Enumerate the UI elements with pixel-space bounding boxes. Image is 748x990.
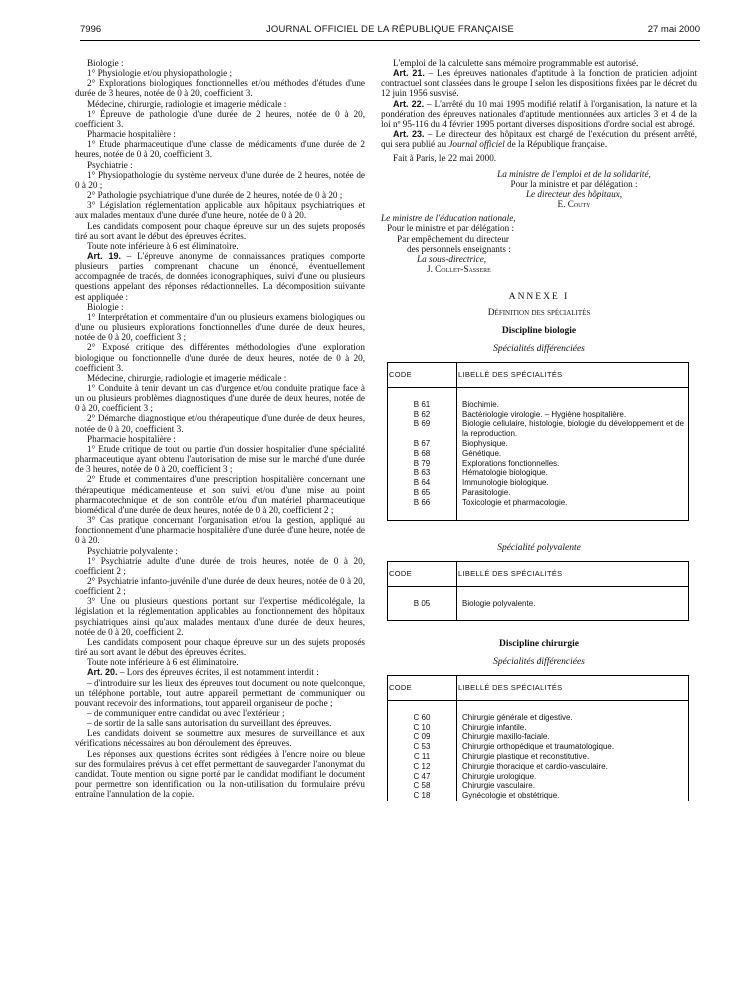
article-number: Art. 21. <box>393 68 425 79</box>
specialty-code: B 67 <box>388 439 457 449</box>
paragraph-text: – de communiquer entre candidat ou avec l'extérieur ; <box>87 708 285 718</box>
paragraph <box>75 312 365 342</box>
table-row <box>388 713 689 723</box>
specialty-code: B 69 <box>388 419 457 439</box>
paragraph-text: Biologie : <box>87 301 124 312</box>
table-spacer <box>388 586 457 599</box>
specialty-tables <box>381 326 697 801</box>
signature-minister: La ministre de l'emploi et de la solidarité, <box>497 168 651 179</box>
article-number: Art. 19. <box>87 250 121 261</box>
specialty-table <box>387 362 689 521</box>
specialty-code: B 66 <box>388 498 457 508</box>
paragraph <box>75 657 365 667</box>
specialty-label: Chirurgie plastique et reconstitutive. <box>457 752 689 762</box>
signature-minister: Le ministre de l'éducation nationale, <box>381 213 516 224</box>
signature-line: Par empêchement du directeur <box>397 233 509 244</box>
table-spacer <box>457 608 689 621</box>
table-row <box>388 742 689 752</box>
paragraph-text: Psychiatrie polyvalente : <box>87 545 178 556</box>
annex-title: ANNEXE I <box>508 292 570 303</box>
paragraph <box>75 190 365 200</box>
paragraph-text: 1° Interprétation et commentaire d'un ou plusieurs examens biologiques ou d'une ou plusieurs explorations fonctionnelles d'une durée de deux heures, notée de 0 à 20, coefficient 3 ; <box>75 311 365 343</box>
page-header <box>80 22 700 41</box>
specialty-label: Chirurgie maxillo-faciale. <box>457 732 689 742</box>
specialty-subtitle: Spécialité polyvalente <box>497 542 581 553</box>
table-row <box>388 599 689 609</box>
paragraph-text: 3° Législation réglementation applicable aux hôpitaux psychiatriques et aux malades mentaux d'une durée d'une heure, notée de 0 à 20. <box>75 200 365 221</box>
paragraph <box>75 718 365 728</box>
signature-role: La sous-directrice, <box>417 253 487 264</box>
table-spacer <box>457 586 689 599</box>
specialty-table <box>387 675 689 801</box>
article-number: Art. 20. <box>87 667 118 678</box>
paragraph <box>75 241 365 251</box>
paragraph <box>75 251 365 302</box>
table-spacer <box>457 508 689 521</box>
paragraph-text: Pharmacie hospitalière : <box>87 433 176 444</box>
paragraph <box>75 139 365 159</box>
paragraph-text: 2° Etude et commentaires d'une prescription hospitalière concernant une thérapeutique médicamenteuse et son suivi et/ou d'une mise au point pharmacotechnique et de son contrôle et/ou d'un matériel pharmaceutique biomédical d'une durée de deux heures, notée de 0 à 20, coefficient 2 ; <box>75 474 365 515</box>
specialty-label: Génétique. <box>457 449 689 459</box>
paragraph-text: 1° Physiologie et/ou physiopathologie ; <box>87 68 233 79</box>
table-row <box>388 772 689 782</box>
paragraph-text: 2° Exposé critique des différentes méthodologies d'une exploration biologique ou fonctionnelle d'une durée de deux heures, notée de 0 à 20, coefficient 3. <box>75 342 365 373</box>
article-number: Art. 23. <box>393 129 425 140</box>
specialty-code: B 62 <box>388 410 457 420</box>
specialty-table-wrap <box>387 362 689 521</box>
paragraph-text: Médecine, chirurgie, radiologie et imagerie médicale : <box>87 98 287 109</box>
paragraph <box>381 153 697 163</box>
table-spacer <box>388 700 457 713</box>
signature-name: J. Collet-Sassere <box>427 263 491 274</box>
journal-name: Journal officiel <box>448 139 505 150</box>
column-header-code: CODE <box>388 561 457 586</box>
specialty-code: B 68 <box>388 449 457 459</box>
article-number: Art. 22. <box>393 98 425 109</box>
specialty-code: C 60 <box>388 713 457 723</box>
table-spacer <box>457 700 689 713</box>
table-row <box>388 459 689 469</box>
paragraph <box>75 728 365 748</box>
signature-role: Le directeur des hôpitaux, <box>525 188 623 199</box>
paragraph <box>381 58 697 68</box>
column-header-label: LIBELLÉ DES SPÉCIALITÉS <box>457 561 689 586</box>
paragraph-text: – L'arrêté du 10 mai 1995 modifié relatif à l'organisation, la nature et la pondération des épreuves nationales d'aptitude mentionnées aux articles 3 et 4 de la loi nº 95-116 du 4 février 1995 portant diverses dispositions d'ordre social est abrogé. <box>381 98 698 129</box>
specialty-code: C 58 <box>388 781 457 791</box>
paragraph <box>75 515 365 545</box>
table-row <box>388 468 689 478</box>
paragraph-text: L'emploi de la calculette sans mémoire programmable est autorisé. <box>393 58 639 68</box>
specialty-table <box>387 561 689 622</box>
specialty-code: B 05 <box>388 599 457 609</box>
column-header-label: LIBELLÉ DES SPÉCIALITÉS <box>457 675 689 700</box>
paragraph <box>75 434 365 444</box>
paragraph-text: 2° Explorations biologiques fonctionnelles et/ou méthodes d'études d'une durée de 3 heures, notée de 0 à 20, coefficient 3. <box>75 78 365 99</box>
paragraph-text: – L'épreuve anonyme de connaissances pratiques comporte plusieurs parties comprenant chacune un énoncé, éventuellement accompagnée de tracés, de données iconographiques, suivi d'une ou plusieurs questions appelant des réponses rédactionnelles. La décomposition suivante est appliquée : <box>75 250 366 302</box>
table-row <box>388 723 689 733</box>
signature-delegation: Pour la ministre et par délégation : <box>510 178 638 189</box>
specialty-code: C 12 <box>388 762 457 772</box>
paragraph-text: 1° Conduite à tenir devant un cas d'urgence et/ou conduite pratique face à un ou plusieurs problèmes diagnostiques d'une durée de deux heures, notée de 0 à 20, coefficient 3 ; <box>75 383 365 414</box>
table-row <box>388 478 689 488</box>
articles-block <box>381 58 697 164</box>
paragraph-text: – Le directeur des hôpitaux est chargé de l'exécution du présent arrêté, qui sera publié au <box>381 129 697 150</box>
paragraph <box>75 160 365 170</box>
specialty-code: C 11 <box>388 752 457 762</box>
paragraph-text: 1° Physiopathologie du système nerveux d'une durée de 2 heures, notée de 0 à 20 ; <box>75 169 365 190</box>
table-row <box>388 449 689 459</box>
paragraph-text: 2° Démarche diagnostique et/ou thérapeutique d'une durée de deux heures, notée de 0 à 20, coefficient 3. <box>75 413 365 434</box>
specialty-label: Chirurgie vasculaire. <box>457 781 689 791</box>
specialty-label: Toxicologie et pharmacologie. <box>457 498 689 508</box>
paragraph-text: 1° Épreuve de pathologie d'une durée de 2 heures, notée de 0 à 20, coefficient 3. <box>75 108 365 129</box>
specialty-label: Explorations fonctionnelles. <box>457 459 689 469</box>
specialty-label: Biologie cellulaire, histologie, biologie du développement et de la reproduction. <box>457 419 689 439</box>
paragraph <box>75 667 365 677</box>
paragraph-text: 1° Etude pharmaceutique d'une classe de médicaments d'une durée de 2 heures, notée de 0 à 20, coefficient 3. <box>75 139 365 160</box>
page-number: 7996 <box>80 24 102 35</box>
signature-education <box>381 213 697 274</box>
table-spacer <box>388 387 457 400</box>
specialty-label: Biophysique. <box>457 439 689 449</box>
specialty-label: Parasitologie. <box>457 488 689 498</box>
specialty-label: Chirurgie infantile. <box>457 723 689 733</box>
specialty-label: Bactériologie virologie. – Hygiène hospitalière. <box>457 410 689 420</box>
table-row <box>388 752 689 762</box>
left-text-column <box>75 58 365 799</box>
table-row <box>388 498 689 508</box>
paragraph-text: – de sortir de la salle sans autorisation du surveillant des épreuves. <box>87 718 332 729</box>
paragraph-text: Les candidats composent pour chaque épreuve sur un des sujets proposés tiré au sort avant le début des épreuves écrites. <box>75 636 365 658</box>
table-row <box>388 488 689 498</box>
signature-delegation: Pour le ministre et par délégation : <box>387 223 515 234</box>
specialty-label: Chirurgie urologique. <box>457 772 689 782</box>
paragraph <box>75 678 365 708</box>
paragraph-text: Les candidats composent pour chaque épreuve sur un des sujets proposés tiré au sort avant le début des épreuves écrites. <box>75 220 365 241</box>
column-header-code: CODE <box>388 675 457 700</box>
table-row <box>388 781 689 791</box>
specialty-code: B 61 <box>388 400 457 410</box>
paragraph-text: 1° Psychiatrie adulte d'une durée de trois heures, notée de 0 à 20, coefficient 2 ; <box>75 555 365 576</box>
paragraph <box>75 596 365 637</box>
table-row <box>388 410 689 420</box>
paragraph <box>381 99 697 129</box>
publication-date: 27 mai 2000 <box>647 24 700 35</box>
specialty-table-wrap <box>387 675 689 801</box>
specialty-subtitle: Spécialités différenciées <box>493 656 585 667</box>
paragraph-text: 3° Cas pratique concernant l'organisation et/ou la gestion, appliqué au fonctionnement d'une pharmacie hospitalière d'une durée d'une heure, notée de 0 à 20. <box>75 515 365 546</box>
paragraph <box>75 383 365 413</box>
paragraph <box>75 342 365 372</box>
paragraph-text: Biologie : <box>87 58 124 68</box>
table-spacer <box>457 387 689 400</box>
paragraph <box>75 68 365 78</box>
paragraph-text: 3° Une ou plusieurs questions portant sur l'expertise médicolégale, la législation et la réglementation applicables au fonctionnement des hôpitaux psychiatriques ainsi qu'aux malades mentaux d'une durée de deux heures, notée de 0 à 20, coefficient 2. <box>75 596 365 637</box>
specialty-label: Hématologie biologique. <box>457 468 689 478</box>
paragraph <box>75 708 365 718</box>
paragraph <box>75 170 365 190</box>
paragraph <box>75 129 365 139</box>
paragraph-text: Psychiatrie : <box>87 159 133 170</box>
paragraph <box>75 637 365 657</box>
paragraph <box>381 68 697 98</box>
paragraph <box>75 78 365 98</box>
specialty-label: Immunologie biologique. <box>457 478 689 488</box>
signature-emploi <box>381 169 697 210</box>
paragraph-text: – Les épreuves nationales d'aptitude à la fonction de praticien adjoint contractuel sont classées dans le groupe I selon les dispositions fixées par le décret du 12 juin 1956 susvisé. <box>381 68 697 99</box>
paragraph-text: 2° Psychiatrie infanto-juvénile d'une durée de deux heures, notée de 0 à 20, coefficient 2 ; <box>75 575 365 597</box>
right-text-column <box>381 58 697 801</box>
paragraph <box>75 546 365 556</box>
table-spacer <box>388 508 457 521</box>
paragraph <box>75 576 365 596</box>
table-row <box>388 419 689 439</box>
specialty-label: Chirurgie orthopédique et traumatologique. <box>457 742 689 752</box>
specialty-code: C 09 <box>388 732 457 742</box>
journal-title: JOURNAL OFFICIEL DE LA RÉPUBLIQUE FRANÇAISE <box>265 24 515 35</box>
specialty-code: C 18 <box>388 791 457 801</box>
paragraph <box>75 556 365 576</box>
paragraph-text: de la République française. <box>504 139 608 150</box>
paragraph <box>75 200 365 220</box>
table-row <box>388 400 689 410</box>
paragraph <box>381 129 697 149</box>
paragraph <box>75 302 365 312</box>
specialty-subtitle: Spécialités différenciées <box>493 343 585 354</box>
paragraph <box>75 58 365 68</box>
paragraph-text: Les réponses aux questions écrites sont rédigées à l'encre noire ou bleue sur des formulaires prévus à cet effet permettant de sauvegarder l'anonymat du candidat. Toute mention ou signe porté par le candidat modifiant le document pour permettre son identification ou la non-utilisation du formulaire prévu entraîne l'annulation de la copie. <box>75 748 365 800</box>
table-row <box>388 762 689 772</box>
paragraph-text: – d'introduire sur les lieux des épreuves tout document ou note quelconque, un téléphone portable, tout autre appareil permettant de communiquer ou pouvant recevoir des informations, tout appareil organiseur de poche ; <box>75 677 365 708</box>
table-row <box>388 439 689 449</box>
specialty-code: B 65 <box>388 488 457 498</box>
specialty-label: Biochimie. <box>457 400 689 410</box>
table-spacer <box>388 608 457 621</box>
column-header-label: LIBELLÉ DES SPÉCIALITÉS <box>457 362 689 387</box>
specialty-code: B 64 <box>388 478 457 488</box>
annex-subtitle: Définition des spécialités <box>487 308 591 319</box>
paragraph <box>75 99 365 109</box>
paragraph-text: Fait à Paris, le 22 mai 2000. <box>393 153 497 164</box>
paragraph-text: 2° Pathologie psychiatrique d'une durée de 2 heures, notée de 0 à 20 ; <box>87 190 343 201</box>
paragraph <box>75 749 365 800</box>
specialty-table-wrap <box>387 561 689 622</box>
paragraph <box>75 413 365 433</box>
specialty-code: C 10 <box>388 723 457 733</box>
specialty-code: B 63 <box>388 468 457 478</box>
paragraph <box>75 109 365 129</box>
paragraph <box>75 474 365 515</box>
paragraph-text: 1° Etude critique de tout ou partie d'un dossier hospitalier d'une spécialité pharmaceutique ayant obtenu l'autorisation de mise sur le marché d'une durée de 3 heures, notée de 0 à 20, coefficient 3 ; <box>75 443 365 475</box>
specialty-label: Biologie polyvalente. <box>457 599 689 609</box>
signature-line: des personnels enseignants : <box>407 243 511 254</box>
discipline-title: Discipline chirurgie <box>499 639 579 650</box>
specialty-code: B 79 <box>388 459 457 469</box>
discipline-title: Discipline biologie <box>501 326 577 337</box>
table-row <box>388 791 689 801</box>
specialty-code: C 53 <box>388 742 457 752</box>
signature-name: E. Couty <box>557 199 591 210</box>
paragraph-text: Pharmacie hospitalière : <box>87 129 176 140</box>
specialty-label: Gynécologie et obstétrique. <box>457 791 689 801</box>
paragraph <box>75 221 365 241</box>
paragraph-text: Toute note inférieure à 6 est éliminatoire. <box>87 657 239 668</box>
paragraph-text: Médecine, chirurgie, radiologie et imagerie médicale : <box>87 372 287 383</box>
paragraph-text: – Lors des épreuves écrites, il est notamment interdit : <box>117 667 319 678</box>
specialty-label: Chirurgie thoracique et cardio-vasculaire. <box>457 762 689 772</box>
specialty-code: C 47 <box>388 772 457 782</box>
paragraph-text: Les candidats doivent se soumettre aux mesures de surveillance et aux vérifications nécessaires au bon déroulement des épreuves. <box>75 728 365 749</box>
paragraph <box>75 444 365 474</box>
paragraph <box>75 373 365 383</box>
table-row <box>388 732 689 742</box>
paragraph-text: Toute note inférieure à 6 est éliminatoire. <box>87 240 239 251</box>
specialty-label: Chirurgie générale et digestive. <box>457 713 689 723</box>
column-header-code: CODE <box>388 362 457 387</box>
